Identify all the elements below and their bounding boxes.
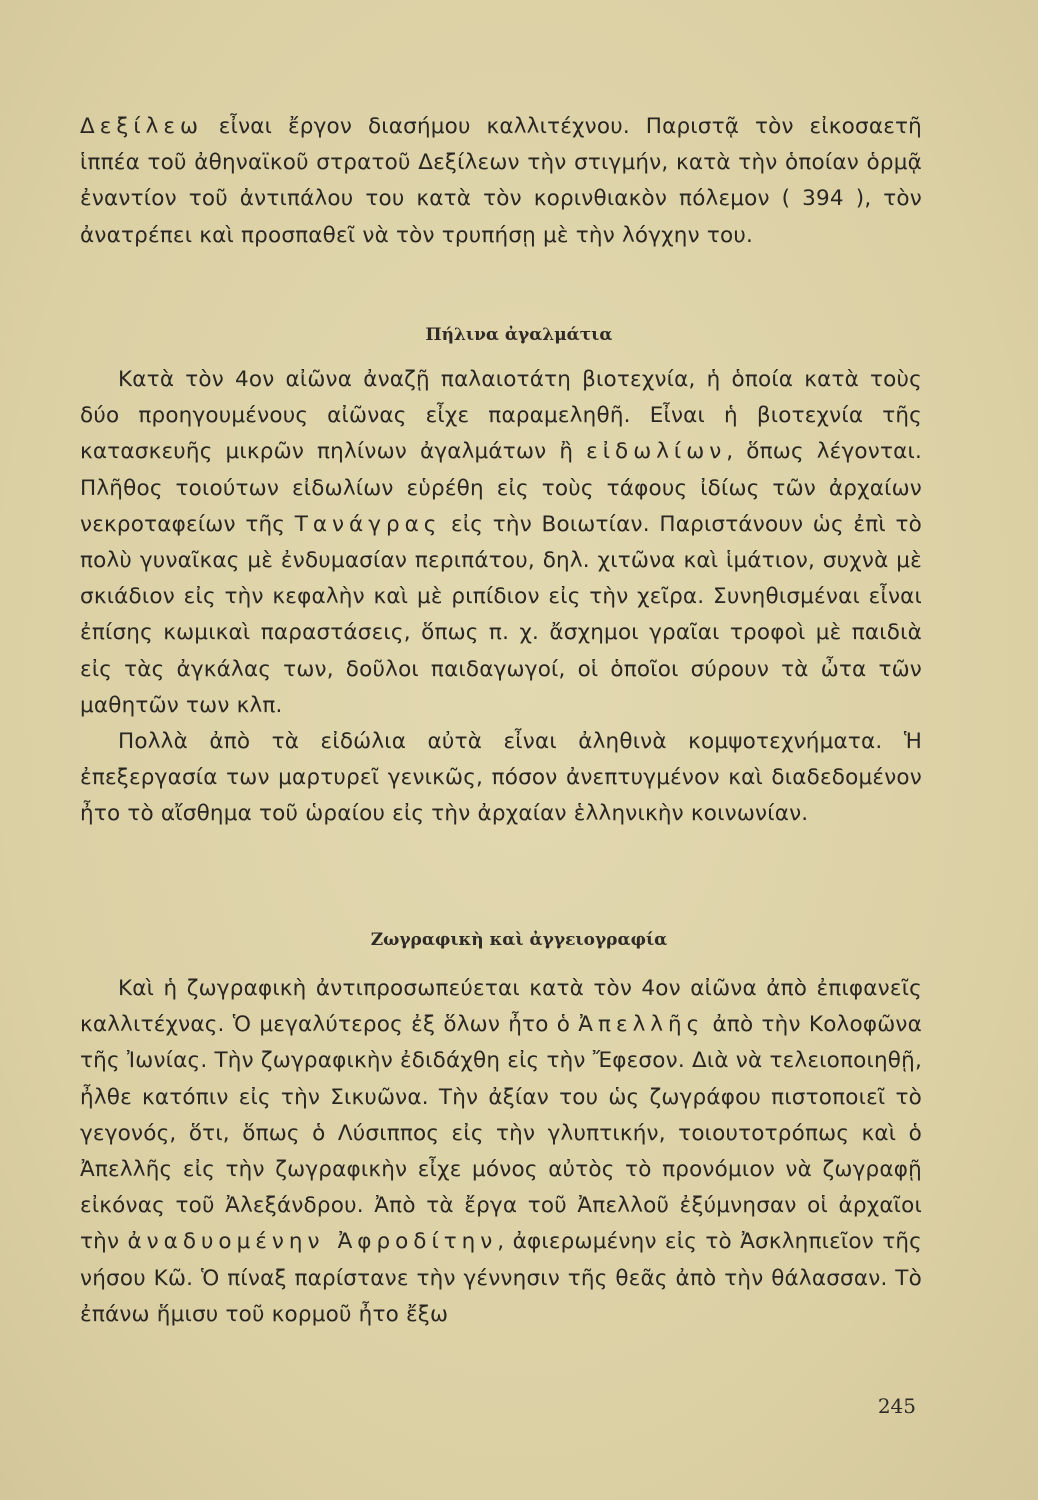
spaced-term-eidolion: εἰδωλίων [586,439,727,465]
spaced-place-tanagra: Τανάγρας [294,511,442,537]
paragraph-text: , ἀφιερωμένην εἰς τὸ Ἀσκληπιεῖον τῆς νήσου Κῶ. Ὁ πίναξ παρίστανε τὴν γέννησιν τῆς θεᾶς ἀπὸ τὴν θάλασσαν. Τὸ ἐπάνω ἥμισυ τοῦ κορμοῦ ἦτο ἔξω [80,1229,922,1327]
section-clay-figurines [80,362,922,833]
page-number: 245 [877,1394,916,1418]
section-heading-clay-figurines: Πήλινα ἀγαλμάτια [425,325,613,345]
paragraph-clay-figurines [80,362,922,724]
paragraph-text: εἶναι ἔργον διασήμου καλλιτέχνου. Παριστᾷ τὸν εἰκοσαετῆ ἱππέα τοῦ ἀθηναϊκοῦ στρατοῦ Δεξίλεων τὴν στιγμήν, κατὰ τὴν ὁποίαν ὁρμᾷ ἐναντίον τοῦ ἀντιπάλου του κατὰ τὸν κορινθιακὸν πόλεμον ( 394 ), τὸν ἀνατρέπει καὶ προσπαθεῖ νὰ τὸν τρυπήσῃ μὲ τὴν λόγχην του. [80,114,922,248]
paragraph-painting [80,971,922,1333]
spaced-name-dexileo: Δεξίλεω [80,114,203,139]
paragraph-text: ἀπὸ τὴν Κολοφῶνα τῆς Ἰωνίας. Τὴν ζωγραφικὴν ἐδιδάχθη εἰς τὴν Ἔφεσον. Διὰ νὰ τελειοποιηθῇ, ἦλθε κατόπιν εἰς τὴν Σικυῶνα. Τὴν ἀξίαν του ὡς ζωγράφου πιστοποιεῖ τὸ γεγονός, ὅτι, ὅπως ὁ Λύσιππος εἰς τὴν γλυπτικήν, τοιουτοτρόπως καὶ ὁ Ἀπελλῆς εἰς τὴν ζωγραφικὴν εἶχε μόνος αὐτὸς τὸ προνόμιον νὰ ζωγραφῇ εἰκόνας τοῦ Ἀλεξάνδρου. Ἀπὸ τὰ ἔργα τοῦ Ἀπελλοῦ ἐξύμνησαν οἱ ἀρχαῖοι τὴν [80,1012,922,1255]
paragraph-text: Καὶ ἡ ζωγραφικὴ ἀντιπροσωπεύεται κατὰ τὸν 4ον αἰῶνα ἀπὸ ἐπιφανεῖς καλλιτέχνας. Ὁ μεγαλύτερος ἐξ ὅλων ἦτο ὁ [80,976,922,1038]
section-painting [80,971,922,1333]
section-heading-painting: Ζωγραφικὴ καὶ ἀγγειογραφία [370,930,668,950]
paragraph-masterpieces: Πολλὰ ἀπὸ τὰ εἰδώλια αὐτὰ εἶναι ἀληθινὰ κομψοτεχνήματα. Ἡ ἐπεξεργασία των μαρτυρεῖ γενικῶς, πόσον ἀνεπτυγμένον καὶ διαδεδομένον ἦτο τὸ αἴσθημα τοῦ ὡραίου εἰς τὴν ἀρχαίαν ἑλληνικὴν κοινωνίαν. [80,729,922,827]
paragraph-text: , ὅπως λέγονται. Πλῆθος τοιούτων εἰδωλίων εὑρέθη εἰς τοὺς τάφους ἰδίως τῶν ἀρχαίων νεκροταφείων τῆς [80,439,922,537]
paragraph-text: εἰς τὴν Βοιωτίαν. Παριστάνουν ὡς ἐπὶ τὸ πολὺ γυναῖκας μὲ ἐνδυμασίαν περιπάτου, δηλ. χιτῶνα καὶ ἱμάτιον, συχνὰ μὲ σκιάδιον εἰς τὴν κεφαλὴν καὶ μὲ ριπίδιον εἰς τὴν χεῖρα. Συνηθισμέναι εἶναι ἐπίσης κωμικαὶ παραστάσεις, ὅπως π. χ. ἄσχημοι γραῖαι τροφοὶ μὲ παιδιὰ εἰς τὰς ἀγκάλας των, δοῦλοι παιδαγωγοί, οἱ ὁποῖοι σύρουν τὰ ὦτα τῶν μαθητῶν των κλπ. [80,511,922,718]
paragraph-text: Κατὰ τὸν 4ον αἰῶνα ἀναζῇ παλαιοτάτη βιοτεχνία, ἡ ὁποία κατὰ τοὺς δύο προηγουμένους αἰῶνας εἶχε παραμεληθῆ. Εἶναι ἡ βιοτεχνία τῆς κατασκευῆς μικρῶν πηλίνων ἀγαλμάτων ἢ [80,367,922,465]
paragraph-dexileos [80,109,922,254]
spaced-title-aphrodite: ἀναδυομένην Ἀφροδίτην [127,1229,498,1255]
spaced-name-apelles: Ἀπελλῆς [578,1012,705,1038]
